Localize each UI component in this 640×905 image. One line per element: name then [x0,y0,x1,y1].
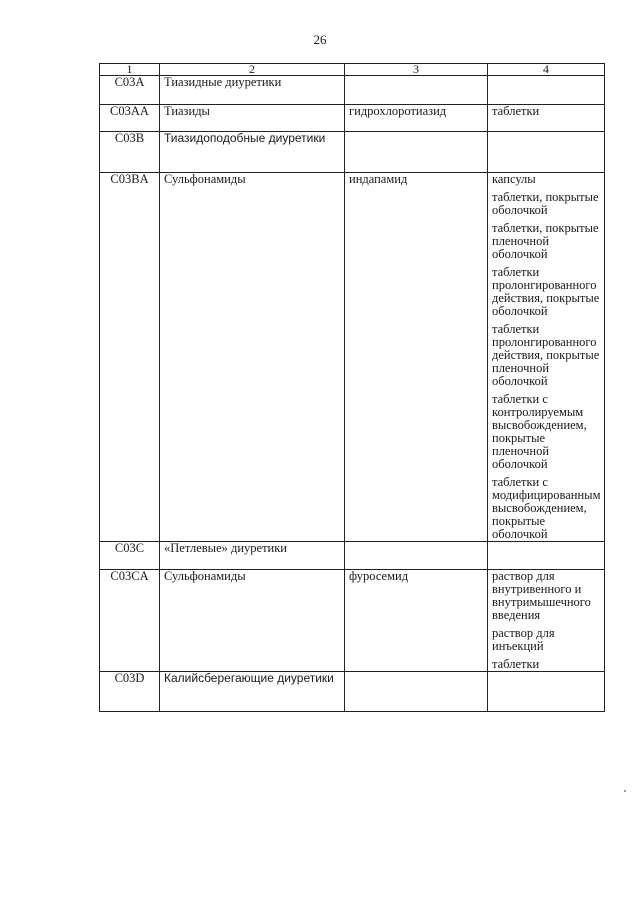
column-header-2: 2 [160,64,345,76]
dosage-form: раствор для внутривенного и внутримышечного введения [492,569,591,622]
dosage-form: раствор для инъекций [492,626,555,653]
group-name: Тиазиды [160,105,345,132]
table-row [100,105,605,132]
table-row [100,173,605,542]
column-header-4: 4 [488,64,605,76]
group-name: Тиазидоподобные диуретики [160,132,345,173]
forms-cell [488,672,605,712]
column-header-1: 1 [100,64,160,76]
atc-code: C03D [100,672,160,712]
dosage-form: таблетки пролонгированного действия, покрытые пленочной оболочкой [492,322,600,388]
page-number: 26 [313,32,327,47]
atc-code: C03BA [100,173,160,542]
scan-speck [624,790,626,792]
substance-cell: фуросемид [345,570,488,672]
column-header-3: 3 [345,64,488,76]
forms-cell [488,173,605,542]
substance-cell [345,672,488,712]
group-name: Калийсберегающие диуретики [160,672,345,712]
dosage-form: капсулы [492,172,536,186]
dosage-form: таблетки [492,657,540,671]
atc-code: C03AA [100,105,160,132]
table-row [100,542,605,570]
atc-code: C03A [100,76,160,105]
group-name: Тиазидные диуретики [160,76,345,105]
group-name: Сульфонамиды [160,173,345,542]
substance-cell [345,542,488,570]
substance-cell [345,132,488,173]
table-row [100,132,605,173]
dosage-form: таблетки, покрытые оболочкой [492,190,599,217]
dosage-form: таблетки с модифицированным высвобождением, покрытые оболочкой [492,475,601,541]
atc-code: C03CA [100,570,160,672]
forms-cell [488,76,605,105]
atc-code: C03C [100,542,160,570]
table-row [100,570,605,672]
substance-cell: гидрохлоротиазид [345,105,488,132]
substance-cell [345,76,488,105]
forms-cell [488,105,605,132]
table-row [100,76,605,105]
table-row [100,672,605,712]
dosage-form: таблетки с контролируемым высвобождением, покрытые пленочной оболочкой [492,392,587,471]
atc-code: C03B [100,132,160,173]
forms-cell [488,570,605,672]
forms-cell [488,132,605,173]
forms-cell [488,542,605,570]
dosage-form: таблетки пролонгированного действия, покрытые оболочкой [492,265,600,318]
dosage-form: таблетки [492,104,540,118]
substance-cell: индапамид [345,173,488,542]
column-number-header-row [100,64,605,76]
dosage-form: таблетки, покрытые пленочной оболочкой [492,221,599,261]
group-name: «Петлевые» диуретики [160,542,345,570]
drug-classification-table [99,63,605,712]
group-name: Сульфонамиды [160,570,345,672]
